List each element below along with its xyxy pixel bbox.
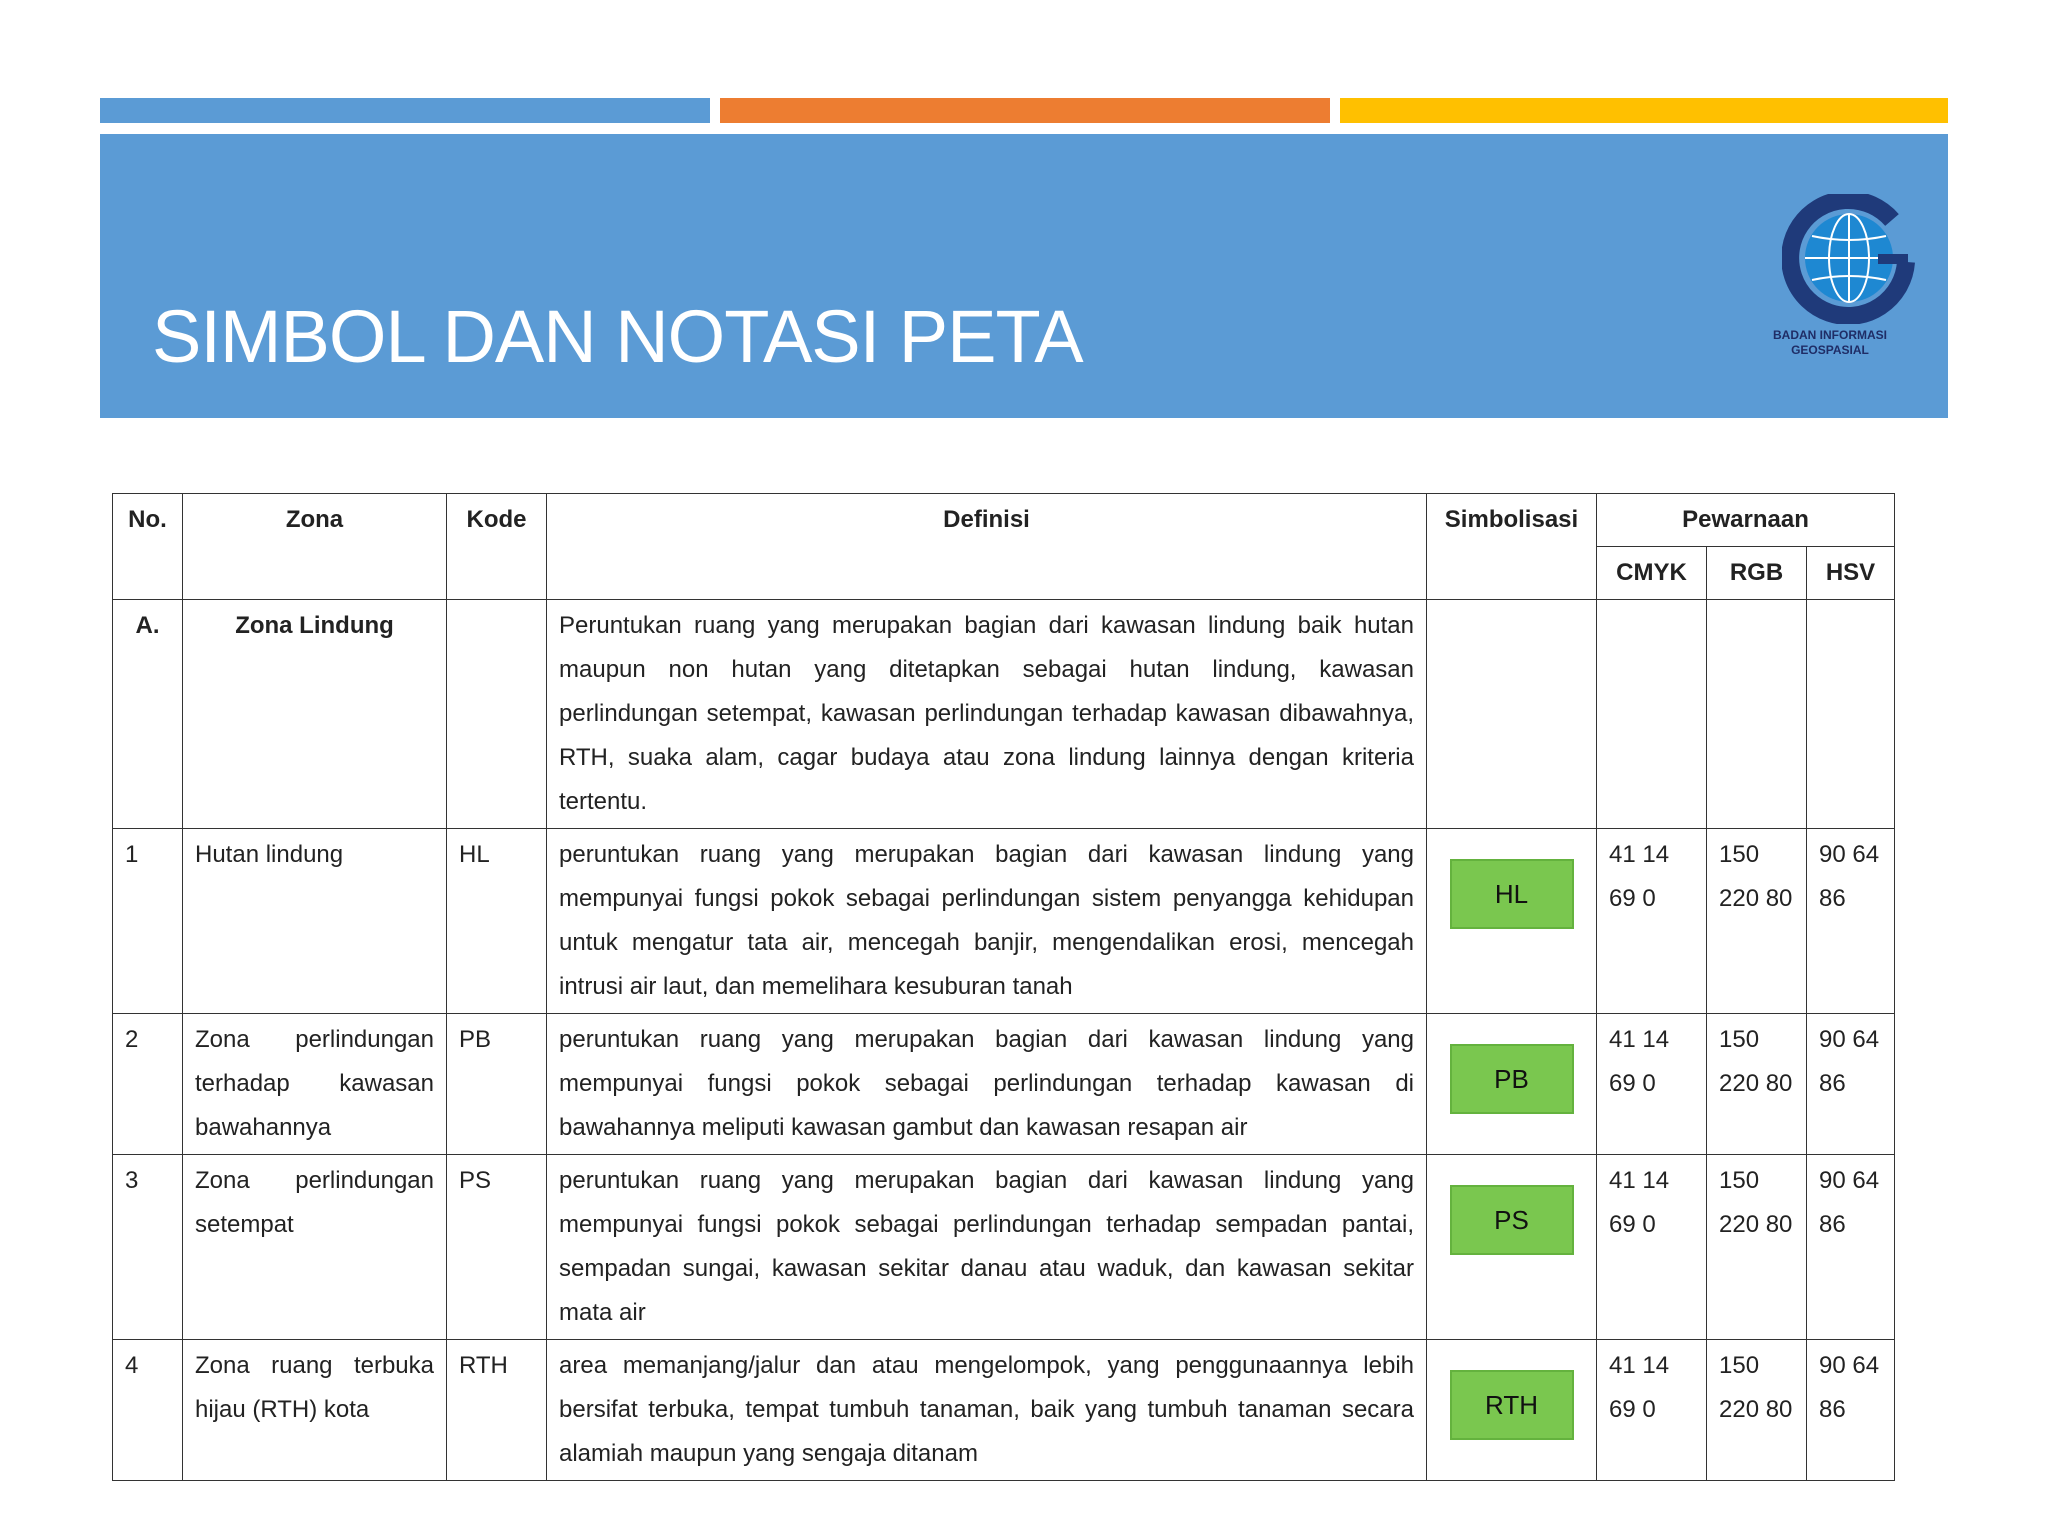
accent-stripe-blue (100, 98, 710, 123)
row-definisi: area memanjang/jalur dan atau mengelompok, yang penggunaannya lebih bersifat terbuka, tempat tumbuh tanaman, baik yang tumbuh tanaman secara alamiah maupun yang sengaja ditanam (547, 1340, 1427, 1481)
table-header-row (113, 494, 1895, 547)
row-kode: HL (447, 829, 547, 1014)
table-row (113, 1340, 1895, 1481)
row-rgb: 150 220 80 (1707, 1340, 1807, 1481)
header-zona: Zona (183, 494, 447, 600)
table-row (113, 1155, 1895, 1340)
accent-stripe-orange (720, 98, 1330, 123)
header-kode: Kode (447, 494, 547, 600)
row-definisi: peruntukan ruang yang merupakan bagian dari kawasan lindung yang mempunyai fungsi pokok sebagai perlindungan sistem penyangga kehidupan untuk mengatur tata air, mencegah banjir, mengendalikan erosi, mencegah intrusi air laut, dan memelihara kesuburan tanah (547, 829, 1427, 1014)
header-cmyk: CMYK (1597, 547, 1707, 600)
row-hsv: 90 64 86 (1807, 1155, 1895, 1340)
symbol-swatch: HL (1450, 859, 1574, 929)
row-kode: RTH (447, 1340, 547, 1481)
symbol-table (112, 493, 1895, 1481)
slide-title: SIMBOL DAN NOTASI PETA (152, 295, 1083, 378)
row-hsv: 90 64 86 (1807, 829, 1895, 1014)
header-simbolisasi: Simbolisasi (1427, 494, 1597, 600)
row-cmyk: 41 14 69 0 (1597, 1014, 1707, 1155)
row-zona: Zona perlindungan terhadap kawasan bawahannya (183, 1014, 447, 1155)
row-kode: PS (447, 1155, 547, 1340)
title-banner (100, 134, 1948, 418)
row-hsv: 90 64 86 (1807, 1340, 1895, 1481)
globe-logo-icon (1782, 194, 1916, 324)
row-definisi: peruntukan ruang yang merupakan bagian dari kawasan lindung yang mempunyai fungsi pokok sebagai perlindungan terhadap sempadan pantai, sempadan sungai, kawasan sekitar danau atau waduk, dan kawasan sekitar mata air (547, 1155, 1427, 1340)
row-zona: Hutan lindung (183, 829, 447, 1014)
header-rgb: RGB (1707, 547, 1807, 600)
logo-caption: BADAN INFORMASI GEOSPASIAL (1773, 328, 1887, 357)
symbol-swatch: PB (1450, 1044, 1574, 1114)
row-definisi: peruntukan ruang yang merupakan bagian dari kawasan lindung yang mempunyai fungsi pokok sebagai perlindungan terhadap kawasan di bawahannya meliputi kawasan gambut dan kawasan resapan air (547, 1014, 1427, 1155)
row-no: 1 (113, 829, 183, 1014)
symbol-swatch: PS (1450, 1185, 1574, 1255)
row-hsv: 90 64 86 (1807, 1014, 1895, 1155)
table-section-row (113, 600, 1895, 829)
row-rgb: 150 220 80 (1707, 1014, 1807, 1155)
section-zona: Zona Lindung (183, 600, 447, 829)
row-zona: Zona ruang terbuka hijau (RTH) kota (183, 1340, 447, 1481)
section-definisi: Peruntukan ruang yang merupakan bagian dari kawasan lindung baik hutan maupun non hutan yang ditetapkan sebagai hutan lindung, kawasan perlindungan setempat, kawasan perlindungan terhadap kawasan dibawahnya, RTH, suaka alam, cagar budaya atau zona lindung lainnya dengan kriteria tertentu. (547, 600, 1427, 829)
header-hsv: HSV (1807, 547, 1895, 600)
row-zona: Zona perlindungan setempat (183, 1155, 447, 1340)
row-rgb: 150 220 80 (1707, 829, 1807, 1014)
accent-stripe-yellow (1340, 98, 1948, 123)
table-row (113, 829, 1895, 1014)
symbol-swatch: RTH (1450, 1370, 1574, 1440)
row-kode: PB (447, 1014, 547, 1155)
header-no: No. (113, 494, 183, 600)
header-pewarnaan: Pewarnaan (1597, 494, 1895, 547)
row-no: 4 (113, 1340, 183, 1481)
row-no: 3 (113, 1155, 183, 1340)
big-logo (1720, 194, 1940, 374)
section-no: A. (113, 600, 183, 829)
header-definisi: Definisi (547, 494, 1427, 600)
row-cmyk: 41 14 69 0 (1597, 1155, 1707, 1340)
row-cmyk: 41 14 69 0 (1597, 829, 1707, 1014)
table-row (113, 1014, 1895, 1155)
row-no: 2 (113, 1014, 183, 1155)
row-rgb: 150 220 80 (1707, 1155, 1807, 1340)
row-cmyk: 41 14 69 0 (1597, 1340, 1707, 1481)
